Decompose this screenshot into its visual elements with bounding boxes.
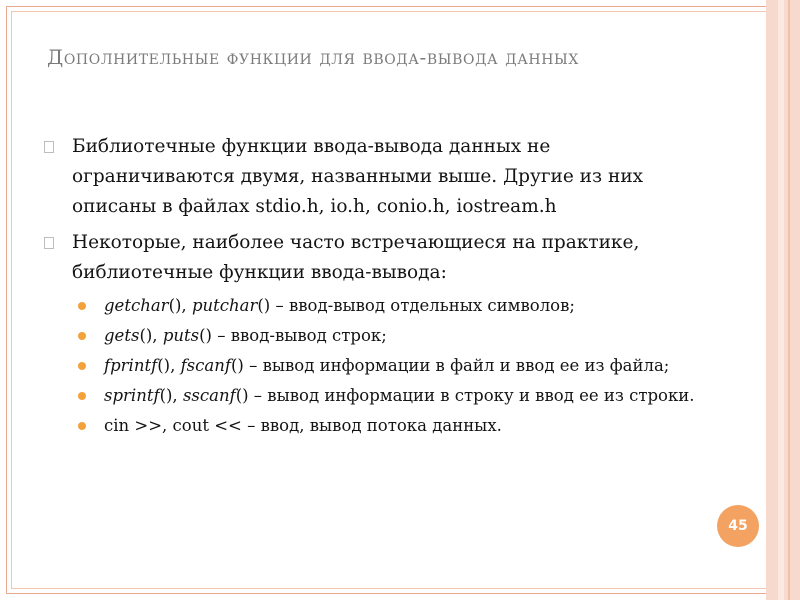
slide-title: Дополнительные функции для ввода-вывода данных: [47, 45, 579, 69]
separator: (),: [159, 386, 183, 405]
square-bullet-icon: [44, 141, 54, 153]
separator: (),: [139, 326, 163, 345]
sub-list-item: [44, 414, 704, 438]
list-item-text: Некоторые, наиболее часто встречающиеся на практике, библиотечные функции ввода-вывода:: [72, 232, 640, 283]
square-bullet-icon: [44, 237, 54, 249]
separator: (),: [157, 356, 181, 375]
decorative-stripe: [788, 0, 790, 600]
slide-content: [44, 132, 704, 444]
description: () – вывод информации в строку и ввод ее из строки.: [235, 386, 695, 405]
function-name: sprintf: [104, 386, 160, 405]
dot-bullet-icon: [78, 422, 86, 430]
list-item: [44, 132, 704, 222]
decorative-right-band: [766, 0, 800, 600]
sub-list-item: [44, 294, 704, 318]
list-item-text: Библиотечные функции ввода-вывода данных не ограничиваются двумя, названными выше. Другие из них описаны в файлах stdio.h, io.h, conio.h, iostream.h: [72, 136, 644, 217]
description: () – ввод-вывод отдельных символов;: [257, 296, 575, 315]
sub-list-item: [44, 354, 704, 378]
dot-bullet-icon: [78, 302, 86, 310]
function-name: getchar: [104, 296, 169, 315]
function-name: fscanf: [180, 356, 231, 375]
function-name: gets: [104, 326, 140, 345]
function-name: puts: [162, 326, 200, 345]
separator: (),: [168, 296, 192, 315]
dot-bullet-icon: [78, 392, 86, 400]
dot-bullet-icon: [78, 362, 86, 370]
description: () – вывод информации в файл и ввод ее из файла;: [230, 356, 670, 375]
decorative-stripe: [778, 0, 784, 600]
function-name: sscanf: [182, 386, 236, 405]
dot-bullet-icon: [78, 332, 86, 340]
page-number-badge: 45: [717, 505, 759, 547]
function-name: putchar: [191, 296, 258, 315]
description: () – ввод-вывод строк;: [199, 326, 387, 345]
sub-list-item: [44, 324, 704, 348]
list-item: [44, 228, 704, 288]
function-name: fprintf: [104, 356, 158, 375]
sub-list-item: [44, 384, 704, 408]
description: cin >>, cout << – ввод, вывод потока данных.: [104, 416, 502, 435]
